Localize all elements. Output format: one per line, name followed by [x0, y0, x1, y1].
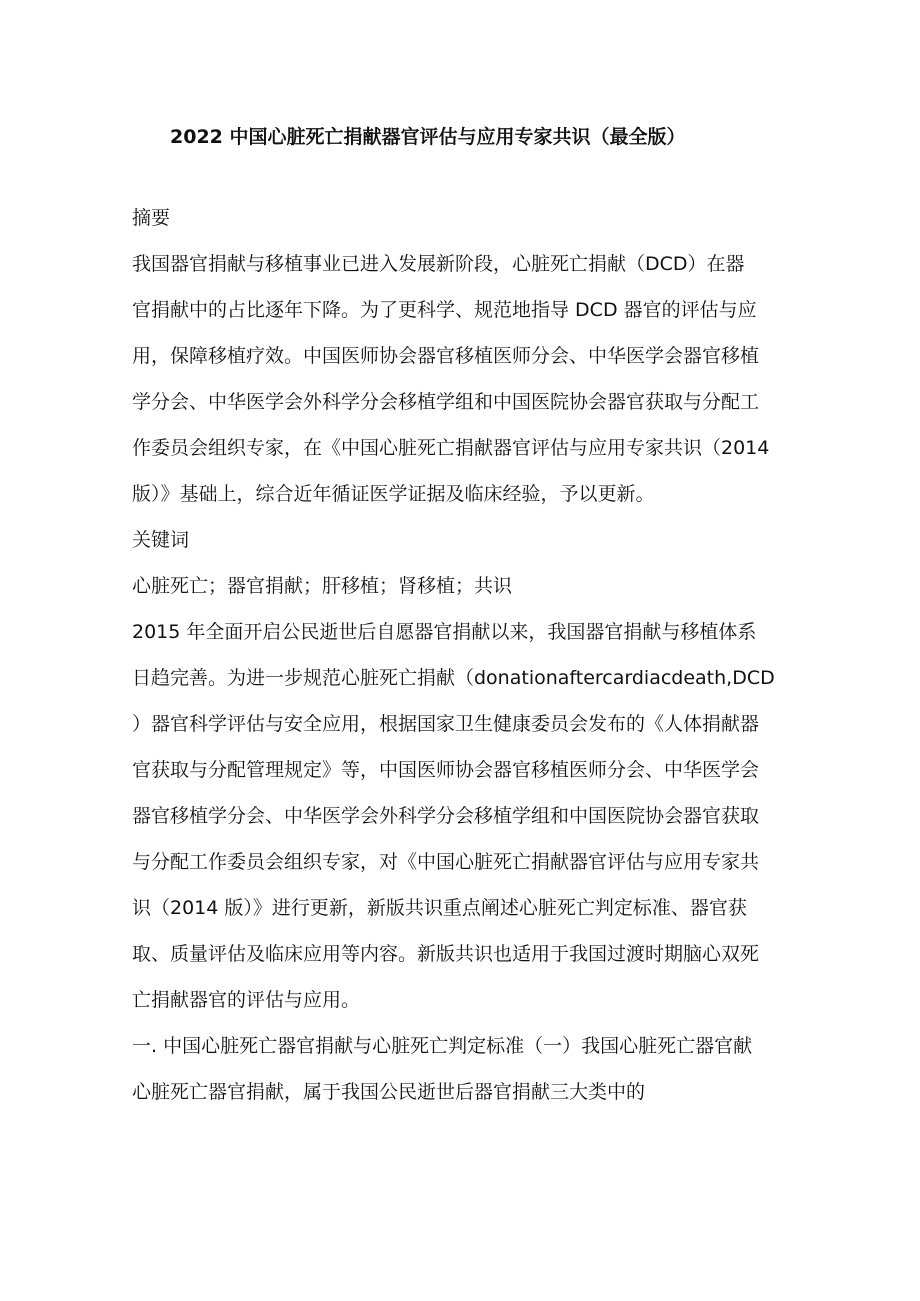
section-heading-abstract: 摘要 — [132, 207, 171, 229]
body-line: 2015 年全面开启公民逝世后自愿器官捐献以来，我国器官捐献与移植体系 — [132, 621, 757, 643]
body-line: 亡捐献器官的评估与应用。 — [132, 989, 361, 1011]
document-body — [132, 200, 792, 1120]
body-line: 作委员会组织专家，在《中国心脏死亡捐献器官评估与应用专家共识（2014 — [132, 437, 770, 459]
keywords-line: 心脏死亡；器官捐献；肝移植；肾移植；共识 — [132, 575, 513, 597]
body-line: 我国器官捐献与移植事业已进入发展新阶段，心脏死亡捐献（DCD）在器 — [132, 253, 745, 275]
body-line: 识（2014 版）》进行更新，新版共识重点阐述心脏死亡判定标准、器官获 — [132, 897, 747, 919]
body-line: 与分配工作委员会组织专家，对《中国心脏死亡捐献器官评估与应用专家共 — [132, 851, 760, 873]
body-line: 官捐献中的占比逐年下降。为了更科学、规范地指导 DCD 器官的评估与应 — [132, 299, 757, 321]
body-line: 日趋完善。为进一步规范心脏死亡捐献（donationaftercardiacdeath,DCD — [132, 667, 775, 689]
body-line: 官获取与分配管理规定》等，中国医师协会器官移植医师分会、中华医学会 — [132, 759, 760, 781]
body-line: 心脏死亡器官捐献，属于我国公民逝世后器官捐献三大类中的 — [132, 1081, 646, 1103]
body-line: ）器官科学评估与安全应用，根据国家卫生健康委员会发布的《人体捐献器 — [132, 713, 760, 735]
body-line: 学分会、中华医学会外科学分会移植学组和中国医院协会器官获取与分配工 — [132, 391, 760, 413]
section-heading-one: 一. 中国心脏死亡器官捐献与心脏死亡判定标准（一）我国心脏死亡器官献 — [132, 1035, 753, 1057]
body-line: 版）》基础上，综合近年循证医学证据及临床经验，予以更新。 — [132, 483, 655, 505]
section-heading-keywords: 关键词 — [132, 529, 190, 551]
body-line: 器官移植学分会、中华医学会外科学分会移植学组和中国医院协会器官获取 — [132, 805, 760, 827]
body-line: 取、质量评估及临床应用等内容。新版共识也适用于我国过渡时期脑心双死 — [132, 943, 760, 965]
body-line: 用，保障移植疗效。中国医师协会器官移植医师分会、中华医学会器官移植 — [132, 345, 760, 367]
document-title: 2022 中国心脏死亡捐献器官评估与应用专家共识（最全版） — [170, 126, 686, 148]
